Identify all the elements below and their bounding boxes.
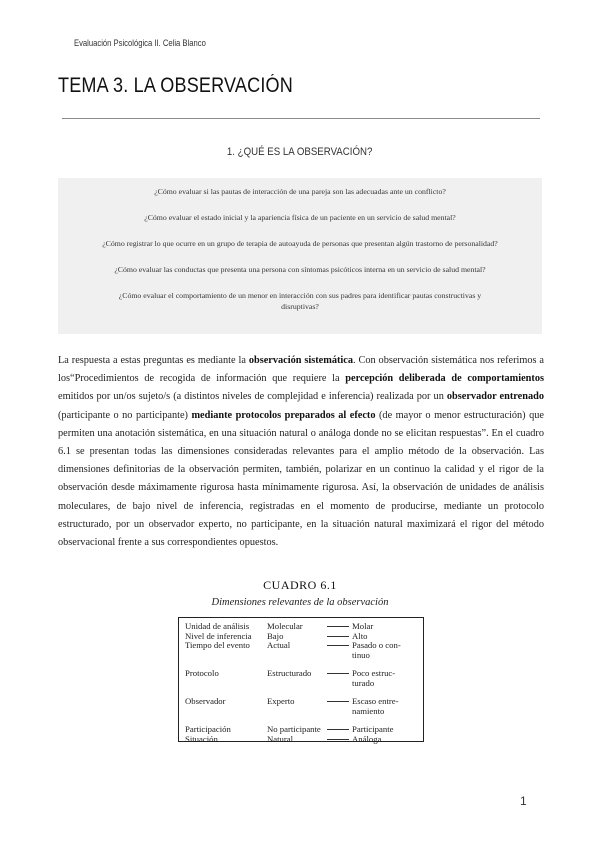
pole-left-cell: Experto <box>267 696 295 706</box>
pole-right-continuation: tinuo <box>352 649 370 660</box>
continuum-line <box>327 622 352 632</box>
continuum-line <box>327 688 352 707</box>
table-row <box>185 707 421 717</box>
questions-box <box>58 178 542 334</box>
pole-right-cell: Escaso entre- <box>352 696 399 706</box>
section-heading <box>58 146 542 158</box>
dimension-cell: Participación <box>185 724 231 734</box>
body-paragraph <box>58 352 544 552</box>
term-observador-entrenado: observador entrenado <box>446 391 544 403</box>
pole-right-cell: Participante <box>352 724 394 734</box>
pole-left-cell: No participante <box>267 724 321 734</box>
dimension-cell: Tiempo del evento <box>185 640 250 650</box>
pole-right-continuation: namiento <box>352 705 385 716</box>
dimension-cell: Protocolo <box>185 668 219 678</box>
dimension-cell: Unidad de análisis <box>185 621 250 631</box>
pole-right-cell: Poco estruc- <box>352 668 396 678</box>
title-divider <box>62 118 540 119</box>
figure-title: CUADRO 6.1 <box>263 578 337 592</box>
continuum-line <box>327 641 352 651</box>
question-item: ¿Cómo evaluar las conductas que presenta una persona con síntomas psicóticos interna en un servicio de salud mental? <box>114 265 486 274</box>
question-item: ¿Cómo evaluar si las pautas de interacción de una pareja son las adecuadas ante un conflicto? <box>154 187 446 196</box>
continuum-line <box>327 735 352 745</box>
term-percepcion-deliberada: percepción deliberada de comportamientos <box>345 373 544 385</box>
table-row <box>185 735 421 745</box>
figure-subtitle: Dimensiones relevantes de la observación <box>211 597 389 608</box>
pole-right-cell: Pasado o con- <box>352 640 401 650</box>
body-text-segment: La respuesta a estas preguntas es mediante la <box>58 355 249 366</box>
pole-left-cell: Molecular <box>267 621 303 631</box>
pole-right-cell: Análoga <box>352 733 382 744</box>
dimension-cell: Situación <box>185 733 218 744</box>
table-row <box>185 651 421 661</box>
dimension-cell: Nivel de inferencia <box>185 630 252 641</box>
pole-right-cell: Molar <box>352 621 374 631</box>
page-title: TEMA 3. LA OBSERVACIÓN <box>58 74 293 97</box>
table-row <box>185 679 421 689</box>
pole-left-cell: Estructurado <box>267 668 312 678</box>
body-text-segment: (de mayor o menor estructuración) que permiten una anotación sistemática, en una situación natural o análoga donde no se elicitan respuestas”. En el cuadro 6.1 se presentan todas las dimensiones consideradas relevantes para el amplio método de la observación. Las dimensiones definitorias de la observación permiten, también, polarizar en un continuo la calidad y el rigor de la observación desde máximamente rigurosa hasta mínimamente rigurosa. Así, la observación de unidades de análisis moleculares, de bajo nivel de inferencia, registradas en el momento de producirse, mediante un protocolo estructurado, por un observador experto, no participante, en la situación natural maximizará el rigor del método observacional frente a sus correspondientes opuestos. <box>58 409 544 549</box>
page-number: 1 <box>520 794 527 808</box>
continuum-line <box>327 716 352 735</box>
question-item: ¿Cómo registrar lo que ocurre en un grupo de terapia de autoayuda de personas que presentan algún trastorno de personalidad? <box>102 239 498 248</box>
pole-left-cell: Natural <box>267 733 294 744</box>
term-observacion-sistematica: observación sistemática <box>248 355 353 366</box>
body-text-segment: . Con observación sistemática nos referimos a los“Procedimientos de recogida de información que requiere la <box>58 355 545 385</box>
pole-right-continuation: turado <box>352 677 375 688</box>
continuum-line <box>327 660 352 679</box>
body-text-segment: emitidos por un/os sujeto/s (a distintos niveles de complejidad e inferencia) realizada por un <box>58 391 447 403</box>
table-row <box>185 716 421 735</box>
pole-left-cell: Bajo <box>267 630 284 641</box>
pole-left-cell: Actual <box>267 640 291 650</box>
term-protocolos: mediante protocolos preparados al efecto <box>191 409 376 421</box>
section-heading-text: 1. ¿QUÉ ES LA OBSERVACIÓN? <box>227 146 373 158</box>
continuum-line <box>327 632 352 642</box>
question-item: ¿Cómo evaluar el estado inicial y la apariencia física de un paciente en un servicio de salud mental? <box>144 213 456 222</box>
dimension-cell: Observador <box>185 696 226 706</box>
running-header: Evaluación Psicológica II. Celia Blanco <box>74 38 206 48</box>
pole-right-cell: Alto <box>352 630 368 641</box>
table-row <box>185 660 421 679</box>
question-item: ¿Cómo evaluar el comportamiento de un menor en interacción con sus padres para identificar pautas constructivas y disruptivas? <box>118 291 482 311</box>
dimensions-table <box>185 622 421 744</box>
table-row <box>185 688 421 707</box>
table-row <box>185 641 421 651</box>
body-text-segment: (participante o no participante) <box>58 409 192 421</box>
